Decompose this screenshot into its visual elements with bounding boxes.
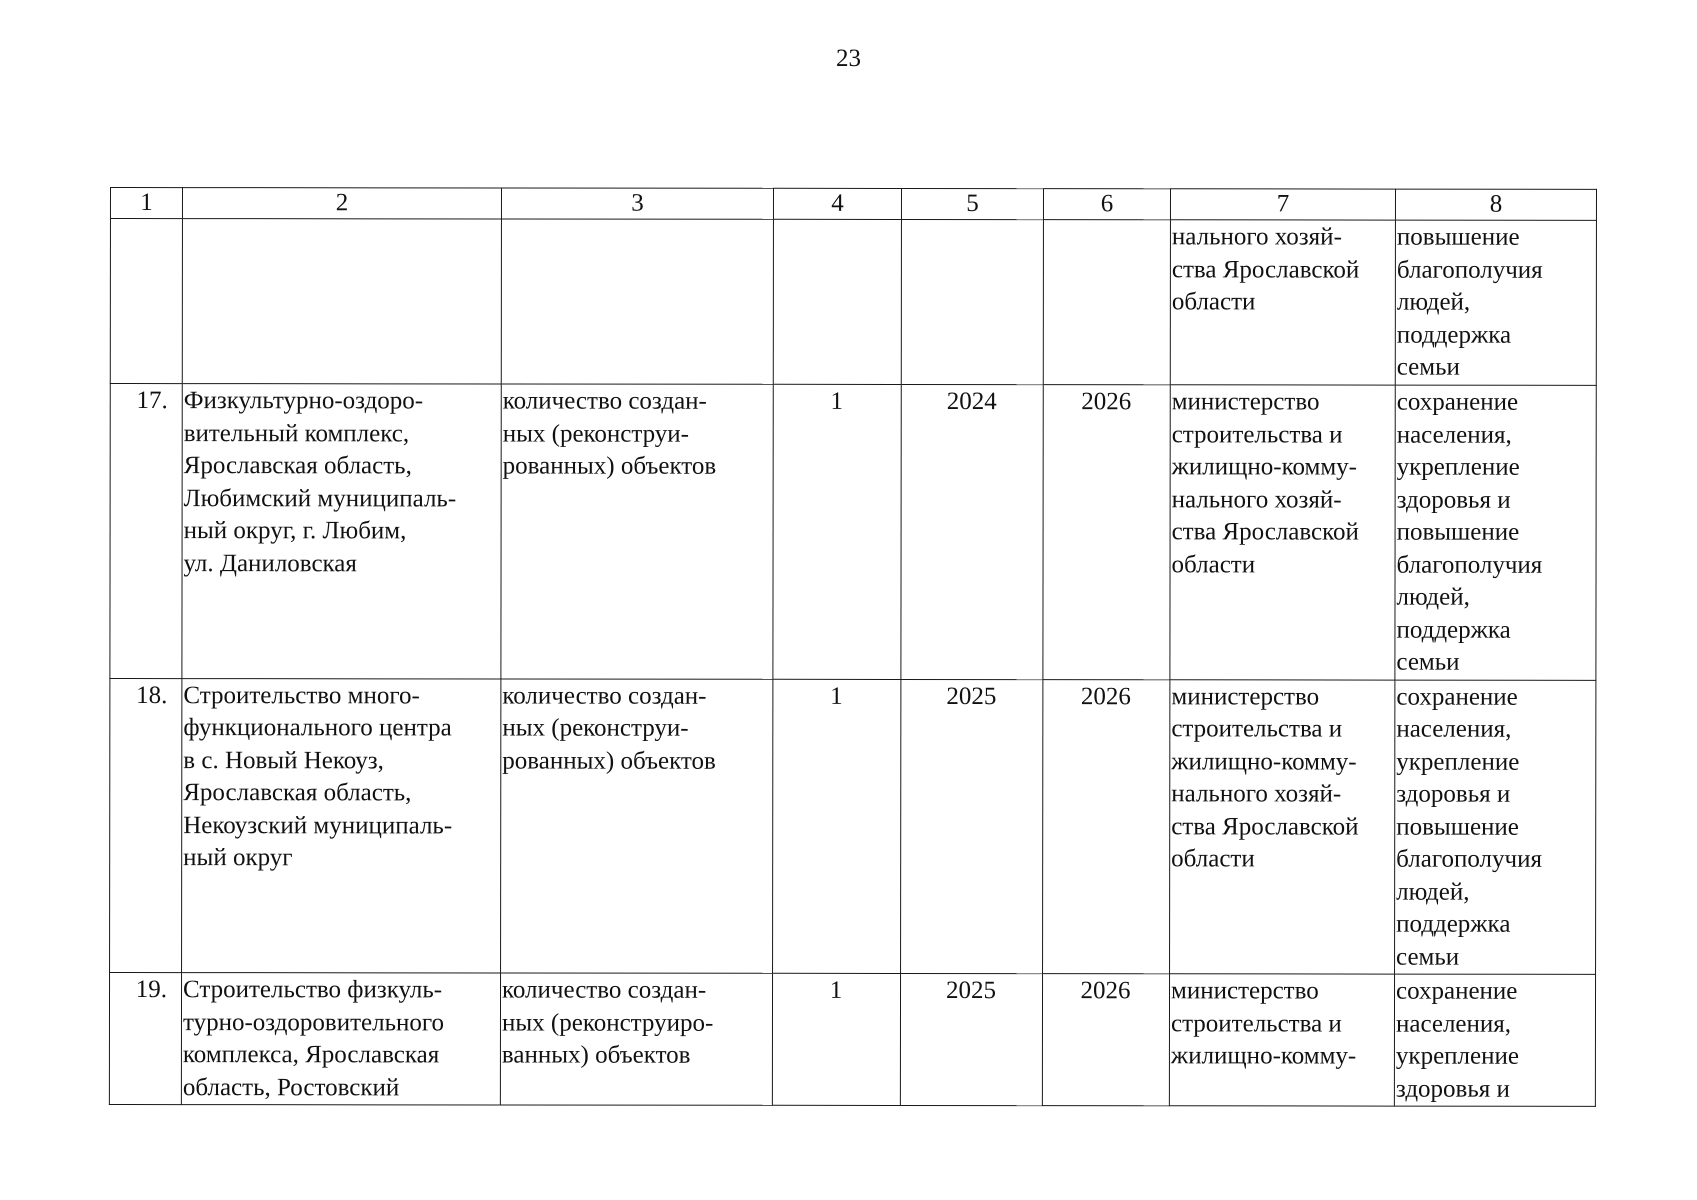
text-line: министерство bbox=[1171, 682, 1320, 710]
cell-value: 1 bbox=[772, 973, 900, 1105]
text-line: жилищно-комму- bbox=[1171, 453, 1358, 481]
header-col-6: 6 bbox=[1043, 189, 1170, 220]
cell-value: 1 bbox=[773, 679, 901, 974]
header-col-3: 3 bbox=[501, 188, 773, 219]
text-line: поддержка bbox=[1396, 616, 1511, 644]
table-row bbox=[109, 973, 1595, 1107]
text-line: ства Ярославской bbox=[1171, 255, 1360, 284]
cell-end-year: 2026 bbox=[1043, 679, 1170, 974]
text-line: укрепление bbox=[1396, 748, 1520, 776]
text-line: укрепление bbox=[1395, 1042, 1520, 1070]
text-line: укрепление bbox=[1396, 453, 1520, 481]
cell-name bbox=[182, 678, 501, 973]
text-line: благополучия bbox=[1396, 845, 1542, 873]
text-line: повышение bbox=[1396, 223, 1520, 251]
text-line: людей, bbox=[1396, 288, 1471, 316]
cell-responsible bbox=[1170, 385, 1395, 680]
text-line: вительный комплекс, bbox=[183, 419, 410, 447]
cell-indicator bbox=[501, 219, 773, 384]
cell-indicator bbox=[501, 384, 773, 679]
cell-num bbox=[110, 219, 182, 384]
header-col-2: 2 bbox=[182, 188, 501, 219]
text-line: министерство bbox=[1171, 977, 1319, 1005]
cell-name bbox=[181, 973, 500, 1105]
header-col-4: 4 bbox=[773, 188, 901, 219]
text-line: семьи bbox=[1396, 943, 1460, 971]
table-row bbox=[110, 678, 1596, 974]
text-line: ных (реконструиро- bbox=[501, 1008, 714, 1037]
text-line: семьи bbox=[1396, 648, 1460, 676]
text-line: строительства и bbox=[1171, 420, 1343, 449]
text-line: количество создан- bbox=[502, 681, 707, 710]
table-row bbox=[110, 384, 1596, 680]
text-line: рованных) объектов bbox=[502, 746, 716, 775]
text-line: рованных) объектов bbox=[502, 452, 717, 480]
text-line: количество создан- bbox=[502, 976, 707, 1004]
cell-goal bbox=[1394, 974, 1595, 1106]
table-row-continuation bbox=[110, 219, 1596, 386]
text-line: строительства и bbox=[1170, 1009, 1342, 1038]
text-line: Физкультурно-оздоро- bbox=[183, 387, 424, 415]
text-line: количество создан- bbox=[502, 387, 707, 415]
cell-start-year: 2025 bbox=[901, 679, 1043, 974]
cell-start-year bbox=[901, 219, 1043, 384]
cell-end-year: 2026 bbox=[1042, 974, 1169, 1106]
header-row bbox=[110, 188, 1596, 221]
header-col-5: 5 bbox=[901, 188, 1043, 219]
cell-goal bbox=[1395, 220, 1596, 385]
cell-responsible bbox=[1170, 679, 1395, 974]
text-line: семьи bbox=[1396, 353, 1460, 381]
text-line: нального хозяй- bbox=[1171, 223, 1342, 251]
text-line: нального хозяй- bbox=[1171, 485, 1342, 514]
text-line: населения, bbox=[1395, 1010, 1512, 1038]
text-line: Строительство физкуль- bbox=[183, 976, 443, 1004]
cell-num: 18. bbox=[110, 678, 182, 973]
text-line: сохранение bbox=[1396, 977, 1518, 1005]
text-line: Строительство много- bbox=[183, 681, 420, 709]
cell-num: 17. bbox=[110, 384, 182, 679]
text-line: области bbox=[1171, 845, 1255, 873]
cell-responsible bbox=[1170, 220, 1395, 385]
measures-table bbox=[109, 187, 1597, 1107]
text-line: функционального центра bbox=[183, 714, 452, 742]
text-line: повышение bbox=[1396, 813, 1519, 841]
text-line: поддержка bbox=[1396, 321, 1512, 349]
text-line: строительства и bbox=[1171, 715, 1343, 743]
cell-value bbox=[773, 219, 901, 384]
text-line: Любимский муниципаль- bbox=[183, 484, 457, 512]
header-col-8: 8 bbox=[1395, 189, 1596, 220]
text-line: ства Ярославской bbox=[1171, 812, 1359, 841]
text-line: людей, bbox=[1396, 583, 1470, 611]
text-line: турно-оздоровительного bbox=[182, 1008, 445, 1036]
text-line: Некоузский муниципаль- bbox=[183, 811, 453, 839]
cell-indicator bbox=[500, 973, 772, 1105]
text-line: области bbox=[1171, 288, 1256, 316]
text-line: области bbox=[1171, 550, 1256, 578]
text-line: сохранение bbox=[1396, 388, 1519, 416]
text-line: здоровья и bbox=[1396, 486, 1511, 514]
text-line: поддержка bbox=[1396, 910, 1511, 938]
text-line: комплекса, Ярославская bbox=[182, 1041, 440, 1069]
header-col-1: 1 bbox=[110, 188, 182, 219]
text-line: нального хозяй- bbox=[1171, 780, 1342, 808]
text-line: ных (реконструи- bbox=[502, 419, 690, 448]
text-line: область, Ростовский bbox=[182, 1073, 400, 1101]
text-line: населения, bbox=[1396, 421, 1512, 449]
table-header bbox=[110, 188, 1596, 221]
text-line: Ярославская область, bbox=[183, 779, 412, 807]
text-line: благополучия bbox=[1396, 256, 1543, 284]
text-line: ный округ, г. Любим, bbox=[183, 517, 407, 545]
cell-value: 1 bbox=[773, 384, 901, 679]
text-line: министерство bbox=[1171, 388, 1320, 416]
text-line: ства Ярославской bbox=[1171, 518, 1359, 546]
cell-end-year: 2026 bbox=[1043, 385, 1170, 680]
cell-name bbox=[182, 384, 501, 679]
text-line: благополучия bbox=[1396, 551, 1543, 579]
text-line: жилищно-комму- bbox=[1171, 747, 1357, 776]
text-line: людей, bbox=[1396, 878, 1470, 906]
text-line: ных (реконструи- bbox=[502, 714, 689, 742]
page-number: 23 bbox=[836, 45, 861, 72]
cell-num: 19. bbox=[109, 973, 181, 1105]
cell-responsible bbox=[1169, 974, 1394, 1106]
text-line: населения, bbox=[1396, 715, 1512, 743]
text-line: сохранение bbox=[1396, 683, 1518, 711]
text-line: в с. Новый Некоуз, bbox=[183, 746, 384, 774]
text-line: здоровья и bbox=[1396, 780, 1511, 808]
cell-end-year bbox=[1043, 220, 1170, 385]
cell-start-year: 2025 bbox=[900, 973, 1042, 1105]
cell-indicator bbox=[501, 678, 773, 973]
text-line: Ярославская область, bbox=[183, 452, 412, 480]
cell-name bbox=[182, 219, 501, 384]
cell-goal bbox=[1395, 385, 1596, 680]
cell-goal bbox=[1395, 680, 1596, 975]
header-col-7: 7 bbox=[1170, 189, 1395, 220]
cell-start-year: 2024 bbox=[901, 384, 1043, 679]
text-line: жилищно-комму- bbox=[1170, 1042, 1357, 1070]
text-line: ул. Даниловская bbox=[183, 549, 357, 577]
text-line: ный округ bbox=[183, 844, 293, 872]
text-line: ванных) объектов bbox=[501, 1041, 691, 1069]
text-line: здоровья и bbox=[1395, 1075, 1510, 1103]
text-line: повышение bbox=[1396, 518, 1520, 546]
